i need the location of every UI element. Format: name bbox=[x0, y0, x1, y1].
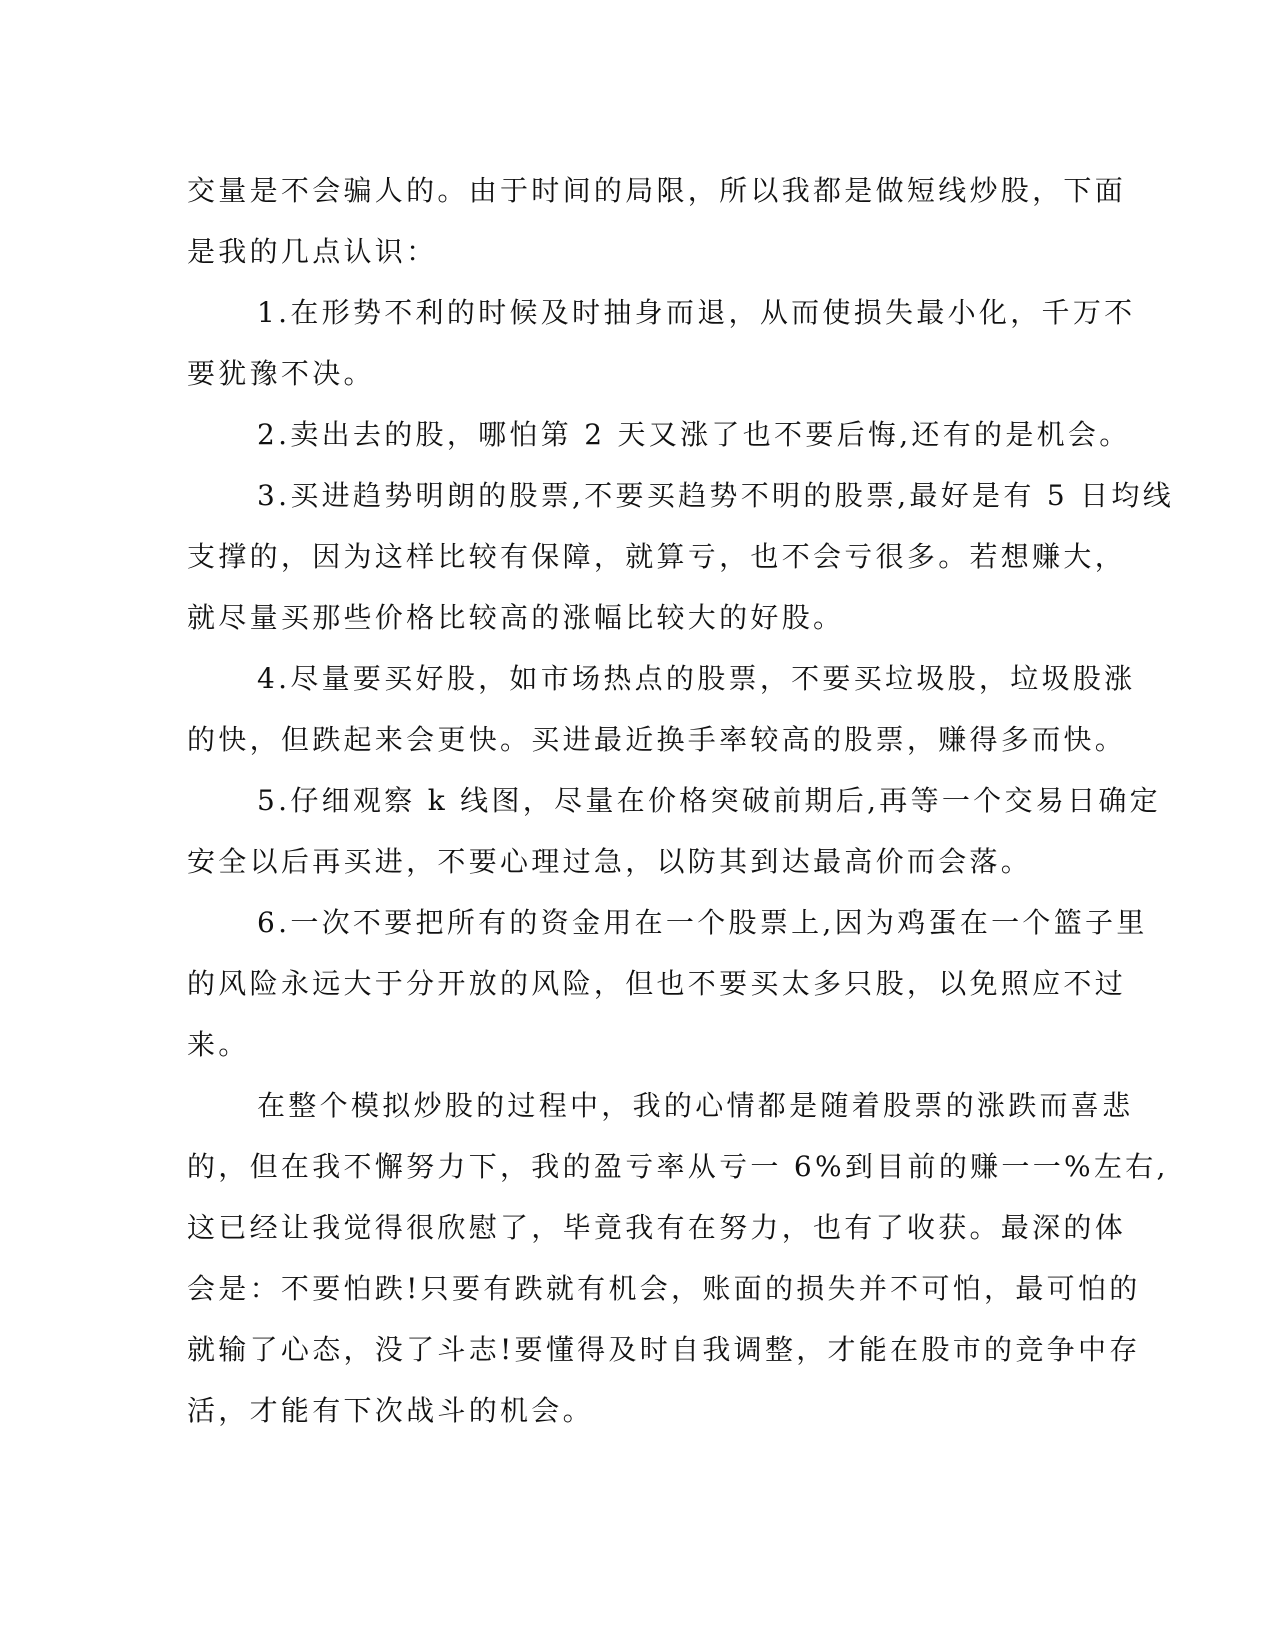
text-line: 的风险永远大于分开放的风险，但也不要买太多只股，以免照应不过 bbox=[187, 967, 1127, 1000]
list-item-6: 6.一次不要把所有的资金用在一个股票上,因为鸡蛋在一个篮子里 bbox=[257, 906, 1148, 939]
text-line: 要犹豫不决。 bbox=[187, 357, 375, 390]
text-line: 就输了心态，没了斗志!要懂得及时自我调整，才能在股市的竞争中存 bbox=[187, 1333, 1141, 1366]
text-line: 来。 bbox=[187, 1028, 250, 1061]
text-line: 是我的几点认识： bbox=[187, 235, 438, 268]
text-line: 的快，但跌起来会更快。买进最近换手率较高的股票，赚得多而快。 bbox=[187, 723, 1127, 756]
summary-paragraph-start: 在整个模拟炒股的过程中，我的心情都是随着股票的涨跌而喜悲 bbox=[257, 1089, 1134, 1122]
list-item-2: 2.卖出去的股，哪怕第 2 天又涨了也不要后悔,还有的是机会。 bbox=[257, 418, 1131, 451]
text-line: 就尽量买那些价格比较高的涨幅比较大的好股。 bbox=[187, 601, 845, 634]
text-line: 交量是不会骗人的。由于时间的局限，所以我都是做短线炒股，下面 bbox=[187, 174, 1127, 207]
text-line: 的，但在我不懈努力下，我的盈亏率从亏一 6%到目前的赚一一%左右, bbox=[187, 1150, 1169, 1183]
list-item-4: 4.尽量要买好股，如市场热点的股票，不要买垃圾股，垃圾股涨 bbox=[257, 662, 1136, 695]
list-item-5: 5.仔细观察 k 线图，尽量在价格突破前期后,再等一个交易日确定 bbox=[257, 784, 1161, 817]
text-line: 安全以后再买进，不要心理过急，以防其到达最高价而会落。 bbox=[187, 845, 1033, 878]
text-line: 活，才能有下次战斗的机会。 bbox=[187, 1394, 594, 1427]
text-line: 会是：不要怕跌!只要有跌就有机会，账面的损失并不可怕，最可怕的 bbox=[187, 1272, 1141, 1305]
list-item-3: 3.买进趋势明朗的股票,不要买趋势不明的股票,最好是有 5 日均线 bbox=[257, 479, 1175, 512]
text-line: 支撑的，因为这样比较有保障，就算亏，也不会亏很多。若想赚大， bbox=[187, 540, 1127, 573]
list-item-1: 1.在形势不利的时候及时抽身而退，从而使损失最小化，千万不 bbox=[257, 296, 1136, 329]
document-body bbox=[187, 160, 1175, 1441]
text-line: 这已经让我觉得很欣慰了，毕竟我有在努力，也有了收获。最深的体 bbox=[187, 1211, 1127, 1244]
